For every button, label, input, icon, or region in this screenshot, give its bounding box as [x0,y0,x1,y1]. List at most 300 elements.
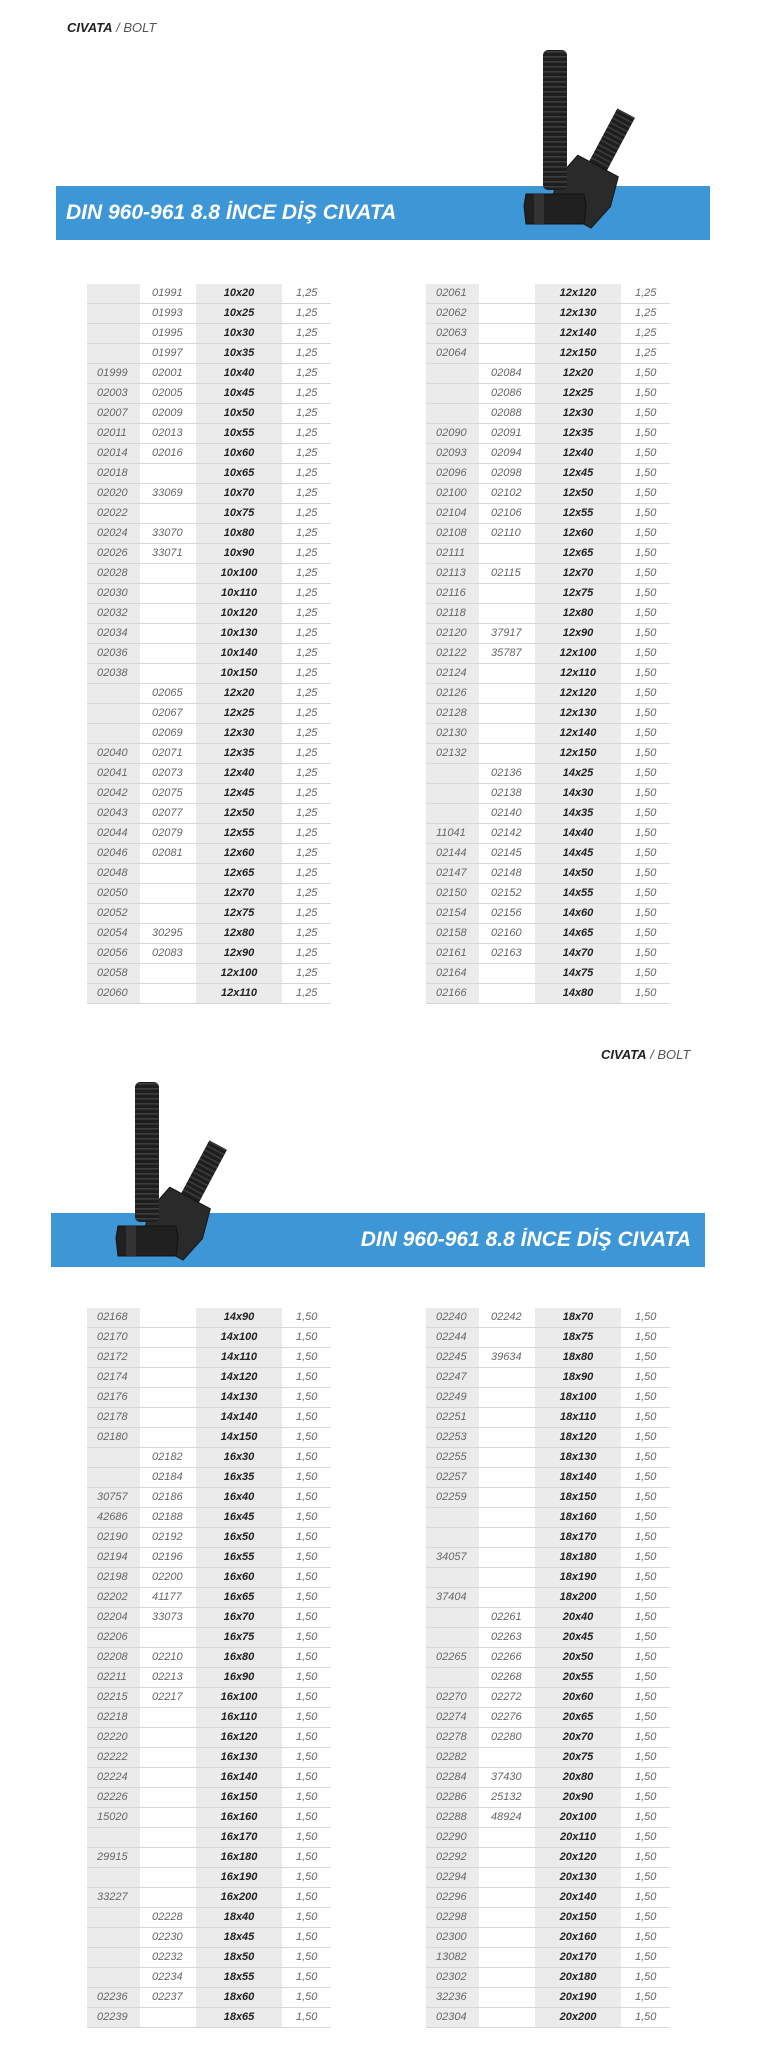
size-cell: 14x140 [196,1408,282,1428]
alt-part-no-cell [140,1428,196,1448]
alt-part-no-cell [140,2008,196,2028]
table-row [426,1708,670,1728]
part-no-cell [426,384,479,404]
part-no-cell: 02052 [87,904,140,924]
part-no-cell: 02253 [426,1428,479,1448]
part-no-cell: 02270 [426,1688,479,1708]
pitch-cell: 1,50 [621,1588,670,1608]
size-cell: 14x65 [535,924,621,944]
pitch-cell: 1,50 [621,764,670,784]
size-cell: 20x75 [535,1748,621,1768]
size-cell: 16x60 [196,1568,282,1588]
table-row [426,764,670,784]
size-cell: 14x60 [535,904,621,924]
size-cell: 16x75 [196,1628,282,1648]
pitch-cell: 1,25 [282,404,331,424]
table-row [87,1868,331,1888]
table-row [426,1788,670,1808]
part-no-cell: 02278 [426,1728,479,1748]
pitch-cell: 1,25 [282,584,331,604]
part-no-cell: 02040 [87,744,140,764]
part-no-cell: 02003 [87,384,140,404]
pitch-cell: 1,50 [621,904,670,924]
table-row [426,464,670,484]
size-cell: 20x55 [535,1668,621,1688]
pitch-cell: 1,25 [282,744,331,764]
alt-part-no-cell [140,464,196,484]
pitch-cell: 1,50 [621,424,670,444]
part-no-cell [426,404,479,424]
alt-part-no-cell: 02184 [140,1468,196,1488]
size-cell: 10x20 [196,284,282,304]
table-row [87,624,331,644]
alt-part-no-cell: 02152 [479,884,535,904]
size-cell: 10x50 [196,404,282,424]
part-no-cell: 02064 [426,344,479,364]
table-row [87,1508,331,1528]
size-cell: 16x150 [196,1788,282,1808]
table-row [87,1568,331,1588]
table-row [426,1848,670,1868]
table-row [426,644,670,664]
size-cell: 20x50 [535,1648,621,1668]
size-cell: 20x65 [535,1708,621,1728]
table-row [87,544,331,564]
part-no-cell: 02296 [426,1888,479,1908]
pitch-cell: 1,25 [282,684,331,704]
alt-part-no-cell: 02069 [140,724,196,744]
alt-part-no-cell: 02200 [140,1568,196,1588]
pitch-cell: 1,50 [621,2008,670,2028]
pitch-cell: 1,50 [621,444,670,464]
pitch-cell: 1,50 [621,824,670,844]
size-cell: 10x55 [196,424,282,444]
part-no-cell: 02093 [426,444,479,464]
alt-part-no-cell: 02001 [140,364,196,384]
table-row [87,844,331,864]
pitch-cell: 1,50 [282,1428,331,1448]
alt-part-no-cell [140,1628,196,1648]
pitch-cell: 1,50 [621,1728,670,1748]
alt-part-no-cell [479,1548,535,1568]
table-row [87,824,331,844]
pitch-cell: 1,25 [282,704,331,724]
size-cell: 14x30 [535,784,621,804]
table-row [426,1568,670,1588]
alt-part-no-cell [479,664,535,684]
table-row [426,684,670,704]
table-row [87,1828,331,1848]
part-no-cell: 11041 [426,824,479,844]
pitch-cell: 1,25 [282,924,331,944]
pitch-cell: 1,50 [621,1908,670,1928]
alt-part-no-cell [479,1908,535,1928]
part-no-cell: 02120 [426,624,479,644]
alt-part-no-cell: 39634 [479,1348,535,1368]
alt-part-no-cell: 02016 [140,444,196,464]
size-cell: 12x65 [196,864,282,884]
pitch-cell: 1,50 [621,1688,670,1708]
table-row [426,1668,670,1688]
part-no-cell: 02224 [87,1768,140,1788]
table-row [426,744,670,764]
part-no-cell: 02282 [426,1748,479,1768]
pitch-cell: 1,25 [282,344,331,364]
part-no-cell: 02147 [426,864,479,884]
part-no-cell: 02100 [426,484,479,504]
part-no-cell [87,1448,140,1468]
table-row [87,644,331,664]
table-row [426,1828,670,1848]
alt-part-no-cell [479,2008,535,2028]
spec-table-page1-left [87,284,331,1004]
size-cell: 12x60 [535,524,621,544]
size-cell: 18x160 [535,1508,621,1528]
table-row [87,1848,331,1868]
table-row [426,1968,670,1988]
pitch-cell: 1,25 [282,304,331,324]
alt-part-no-cell [140,624,196,644]
alt-part-no-cell [140,904,196,924]
part-no-cell: 02247 [426,1368,479,1388]
table-row [87,724,331,744]
pitch-cell: 1,50 [282,1708,331,1728]
alt-part-no-cell: 02188 [140,1508,196,1528]
part-no-cell: 02249 [426,1388,479,1408]
part-no-cell: 02164 [426,964,479,984]
size-cell: 18x45 [196,1928,282,1948]
pitch-cell: 1,50 [282,2008,331,2028]
part-no-cell [87,1948,140,1968]
alt-part-no-cell [479,1448,535,1468]
part-no-cell: 02302 [426,1968,479,1988]
size-cell: 14x110 [196,1348,282,1368]
part-no-cell: 02304 [426,2008,479,2028]
part-no-cell: 02104 [426,504,479,524]
table-row [426,844,670,864]
table-row [426,484,670,504]
table-row [87,1668,331,1688]
alt-part-no-cell: 02266 [479,1648,535,1668]
size-cell: 12x45 [196,784,282,804]
size-cell: 10x130 [196,624,282,644]
size-cell: 12x140 [535,324,621,344]
table-row [426,1948,670,1968]
alt-part-no-cell [140,1828,196,1848]
part-no-cell: 02113 [426,564,479,584]
alt-part-no-cell: 02156 [479,904,535,924]
part-no-cell [426,784,479,804]
size-cell: 14x25 [535,764,621,784]
alt-part-no-cell: 02094 [479,444,535,464]
alt-part-no-cell: 02261 [479,1608,535,1628]
alt-part-no-cell: 02115 [479,564,535,584]
alt-part-no-cell: 02081 [140,844,196,864]
pitch-cell: 1,50 [621,1828,670,1848]
table-row [426,1388,670,1408]
alt-part-no-cell: 48924 [479,1808,535,1828]
size-cell: 12x120 [535,684,621,704]
part-no-cell: 02265 [426,1648,479,1668]
pitch-cell: 1,25 [282,864,331,884]
alt-part-no-cell [479,1368,535,1388]
table-row [426,804,670,824]
pitch-cell: 1,50 [621,1988,670,2008]
spec-table-page1-right [426,284,670,1004]
size-cell: 14x100 [196,1328,282,1348]
spec-table-page2-left [87,1308,331,2028]
table-row [426,1988,670,2008]
part-no-cell: 30757 [87,1488,140,1508]
pitch-cell: 1,50 [282,1768,331,1788]
banner-title: DIN 960-961 8.8 İNCE DİŞ CIVATA [66,201,397,224]
table-row [87,1428,331,1448]
pitch-cell: 1,50 [282,1928,331,1948]
size-cell: 10x35 [196,344,282,364]
part-no-cell [87,1968,140,1988]
alt-part-no-cell [479,1848,535,1868]
size-cell: 18x120 [535,1428,621,1448]
table-row [87,1988,331,2008]
size-cell: 20x80 [535,1768,621,1788]
table-row [87,864,331,884]
alt-part-no-cell [479,1328,535,1348]
alt-part-no-cell [140,1868,196,1888]
size-cell: 20x110 [535,1828,621,1848]
part-no-cell: 02166 [426,984,479,1004]
pitch-cell: 1,50 [282,1908,331,1928]
pitch-cell: 1,50 [282,1948,331,1968]
part-no-cell: 02090 [426,424,479,444]
alt-part-no-cell [140,564,196,584]
size-cell: 14x75 [535,964,621,984]
table-row [87,1728,331,1748]
part-no-cell: 13082 [426,1948,479,1968]
pitch-cell: 1,50 [621,864,670,884]
pitch-cell: 1,50 [282,1868,331,1888]
size-cell: 16x40 [196,1488,282,1508]
alt-part-no-cell [140,1388,196,1408]
part-no-cell: 01999 [87,364,140,384]
alt-part-no-cell [479,1568,535,1588]
pitch-cell: 1,50 [621,1508,670,1528]
pitch-cell: 1,50 [621,604,670,624]
table-row [87,684,331,704]
breadcrumb-bold: CIVATA [67,20,113,35]
table-row [87,1888,331,1908]
pitch-cell: 1,50 [621,484,670,504]
size-cell: 16x65 [196,1588,282,1608]
alt-part-no-cell: 02067 [140,704,196,724]
size-cell: 12x50 [196,804,282,824]
table-row [87,424,331,444]
pitch-cell: 1,25 [282,524,331,544]
rows [87,284,331,1004]
alt-part-no-cell: 02276 [479,1708,535,1728]
pitch-cell: 1,25 [282,784,331,804]
part-no-cell [87,1468,140,1488]
size-cell: 10x75 [196,504,282,524]
alt-part-no-cell: 02228 [140,1908,196,1928]
table-row [87,1468,331,1488]
pitch-cell: 1,50 [621,1768,670,1788]
part-no-cell: 02236 [87,1988,140,2008]
pitch-cell: 1,25 [282,724,331,744]
table-row [426,1608,670,1628]
table-row [426,564,670,584]
alt-part-no-cell: 02136 [479,764,535,784]
part-no-cell: 02154 [426,904,479,924]
size-cell: 10x40 [196,364,282,384]
pitch-cell: 1,50 [621,524,670,544]
alt-part-no-cell [140,1888,196,1908]
alt-part-no-cell: 02192 [140,1528,196,1548]
size-cell: 16x130 [196,1748,282,1768]
size-cell: 12x110 [196,984,282,1004]
size-cell: 20x70 [535,1728,621,1748]
size-cell: 12x120 [535,284,621,304]
size-cell: 16x55 [196,1548,282,1568]
alt-part-no-cell [140,1408,196,1428]
table-row [426,944,670,964]
table-row [87,764,331,784]
table-row [87,1388,331,1408]
size-cell: 20x190 [535,1988,621,2008]
size-cell: 18x200 [535,1588,621,1608]
size-cell: 12x70 [196,884,282,904]
breadcrumb-sep: / [112,20,124,35]
table-row [87,1788,331,1808]
size-cell: 10x120 [196,604,282,624]
size-cell: 18x65 [196,2008,282,2028]
pitch-cell: 1,25 [282,824,331,844]
table-row [87,1448,331,1468]
alt-part-no-cell [140,504,196,524]
pitch-cell: 1,25 [282,904,331,924]
part-no-cell: 02245 [426,1348,479,1368]
part-no-cell: 02259 [426,1488,479,1508]
pitch-cell: 1,50 [621,924,670,944]
pitch-cell: 1,50 [282,1968,331,1988]
pitch-cell: 1,25 [282,964,331,984]
pitch-cell: 1,50 [621,584,670,604]
table-row [426,1328,670,1348]
part-no-cell: 02026 [87,544,140,564]
table-row [87,324,331,344]
part-no-cell: 29915 [87,1848,140,1868]
size-cell: 12x90 [535,624,621,644]
pitch-cell: 1,25 [282,884,331,904]
pitch-cell: 1,50 [282,1748,331,1768]
part-no-cell: 02220 [87,1728,140,1748]
size-cell: 18x110 [535,1408,621,1428]
part-no-cell: 33227 [87,1888,140,1908]
part-no-cell: 02176 [87,1388,140,1408]
pitch-cell: 1,50 [621,884,670,904]
table-row [426,1488,670,1508]
alt-part-no-cell: 02186 [140,1488,196,1508]
pitch-cell: 1,50 [621,404,670,424]
pitch-cell: 1,50 [621,1648,670,1668]
alt-part-no-cell [140,1368,196,1388]
table-row [87,484,331,504]
alt-part-no-cell: 02196 [140,1548,196,1568]
pitch-cell: 1,50 [282,1408,331,1428]
table-row [87,704,331,724]
alt-part-no-cell [479,604,535,624]
pitch-cell: 1,50 [621,1628,670,1648]
part-no-cell [426,764,479,784]
breadcrumb [67,20,156,35]
pitch-cell: 1,50 [621,1388,670,1408]
pitch-cell: 1,25 [282,664,331,684]
table-row [87,1808,331,1828]
alt-part-no-cell [479,1528,535,1548]
table-row [87,1348,331,1368]
part-no-cell [87,1828,140,1848]
part-no-cell: 02062 [426,304,479,324]
pitch-cell: 1,50 [282,1348,331,1368]
pitch-cell: 1,50 [621,564,670,584]
part-no-cell: 02274 [426,1708,479,1728]
size-cell: 18x60 [196,1988,282,2008]
table-row [426,1928,670,1948]
part-no-cell: 02158 [426,924,479,944]
pitch-cell: 1,50 [621,1888,670,1908]
pitch-cell: 1,50 [621,1408,670,1428]
table-row [87,1648,331,1668]
table-row [87,584,331,604]
alt-part-no-cell: 37430 [479,1768,535,1788]
part-no-cell: 02034 [87,624,140,644]
pitch-cell: 1,50 [282,1688,331,1708]
size-cell: 18x50 [196,1948,282,1968]
part-no-cell: 02190 [87,1528,140,1548]
table-row [87,304,331,324]
pitch-cell: 1,50 [621,504,670,524]
table-row [426,404,670,424]
alt-part-no-cell [479,584,535,604]
size-cell: 12x40 [196,764,282,784]
pitch-cell: 1,50 [282,1588,331,1608]
alt-part-no-cell: 02075 [140,784,196,804]
size-cell: 18x150 [535,1488,621,1508]
part-no-cell [426,1568,479,1588]
pitch-cell: 1,50 [621,844,670,864]
alt-part-no-cell: 02106 [479,504,535,524]
pitch-cell: 1,50 [282,1468,331,1488]
alt-part-no-cell [140,644,196,664]
pitch-cell: 1,25 [282,384,331,404]
size-cell: 10x100 [196,564,282,584]
part-no-cell: 02007 [87,404,140,424]
table-row [426,724,670,744]
alt-part-no-cell [479,1468,535,1488]
size-cell: 16x70 [196,1608,282,1628]
table-row [426,1688,670,1708]
size-cell: 20x40 [535,1608,621,1628]
size-cell: 10x45 [196,384,282,404]
size-cell: 14x80 [535,984,621,1004]
size-cell: 18x75 [535,1328,621,1348]
alt-part-no-cell: 25132 [479,1788,535,1808]
table-row [426,1908,670,1928]
alt-part-no-cell [140,1348,196,1368]
table-row [87,384,331,404]
part-no-cell: 32236 [426,1988,479,2008]
part-no-cell: 02288 [426,1808,479,1828]
alt-part-no-cell: 02234 [140,1968,196,1988]
